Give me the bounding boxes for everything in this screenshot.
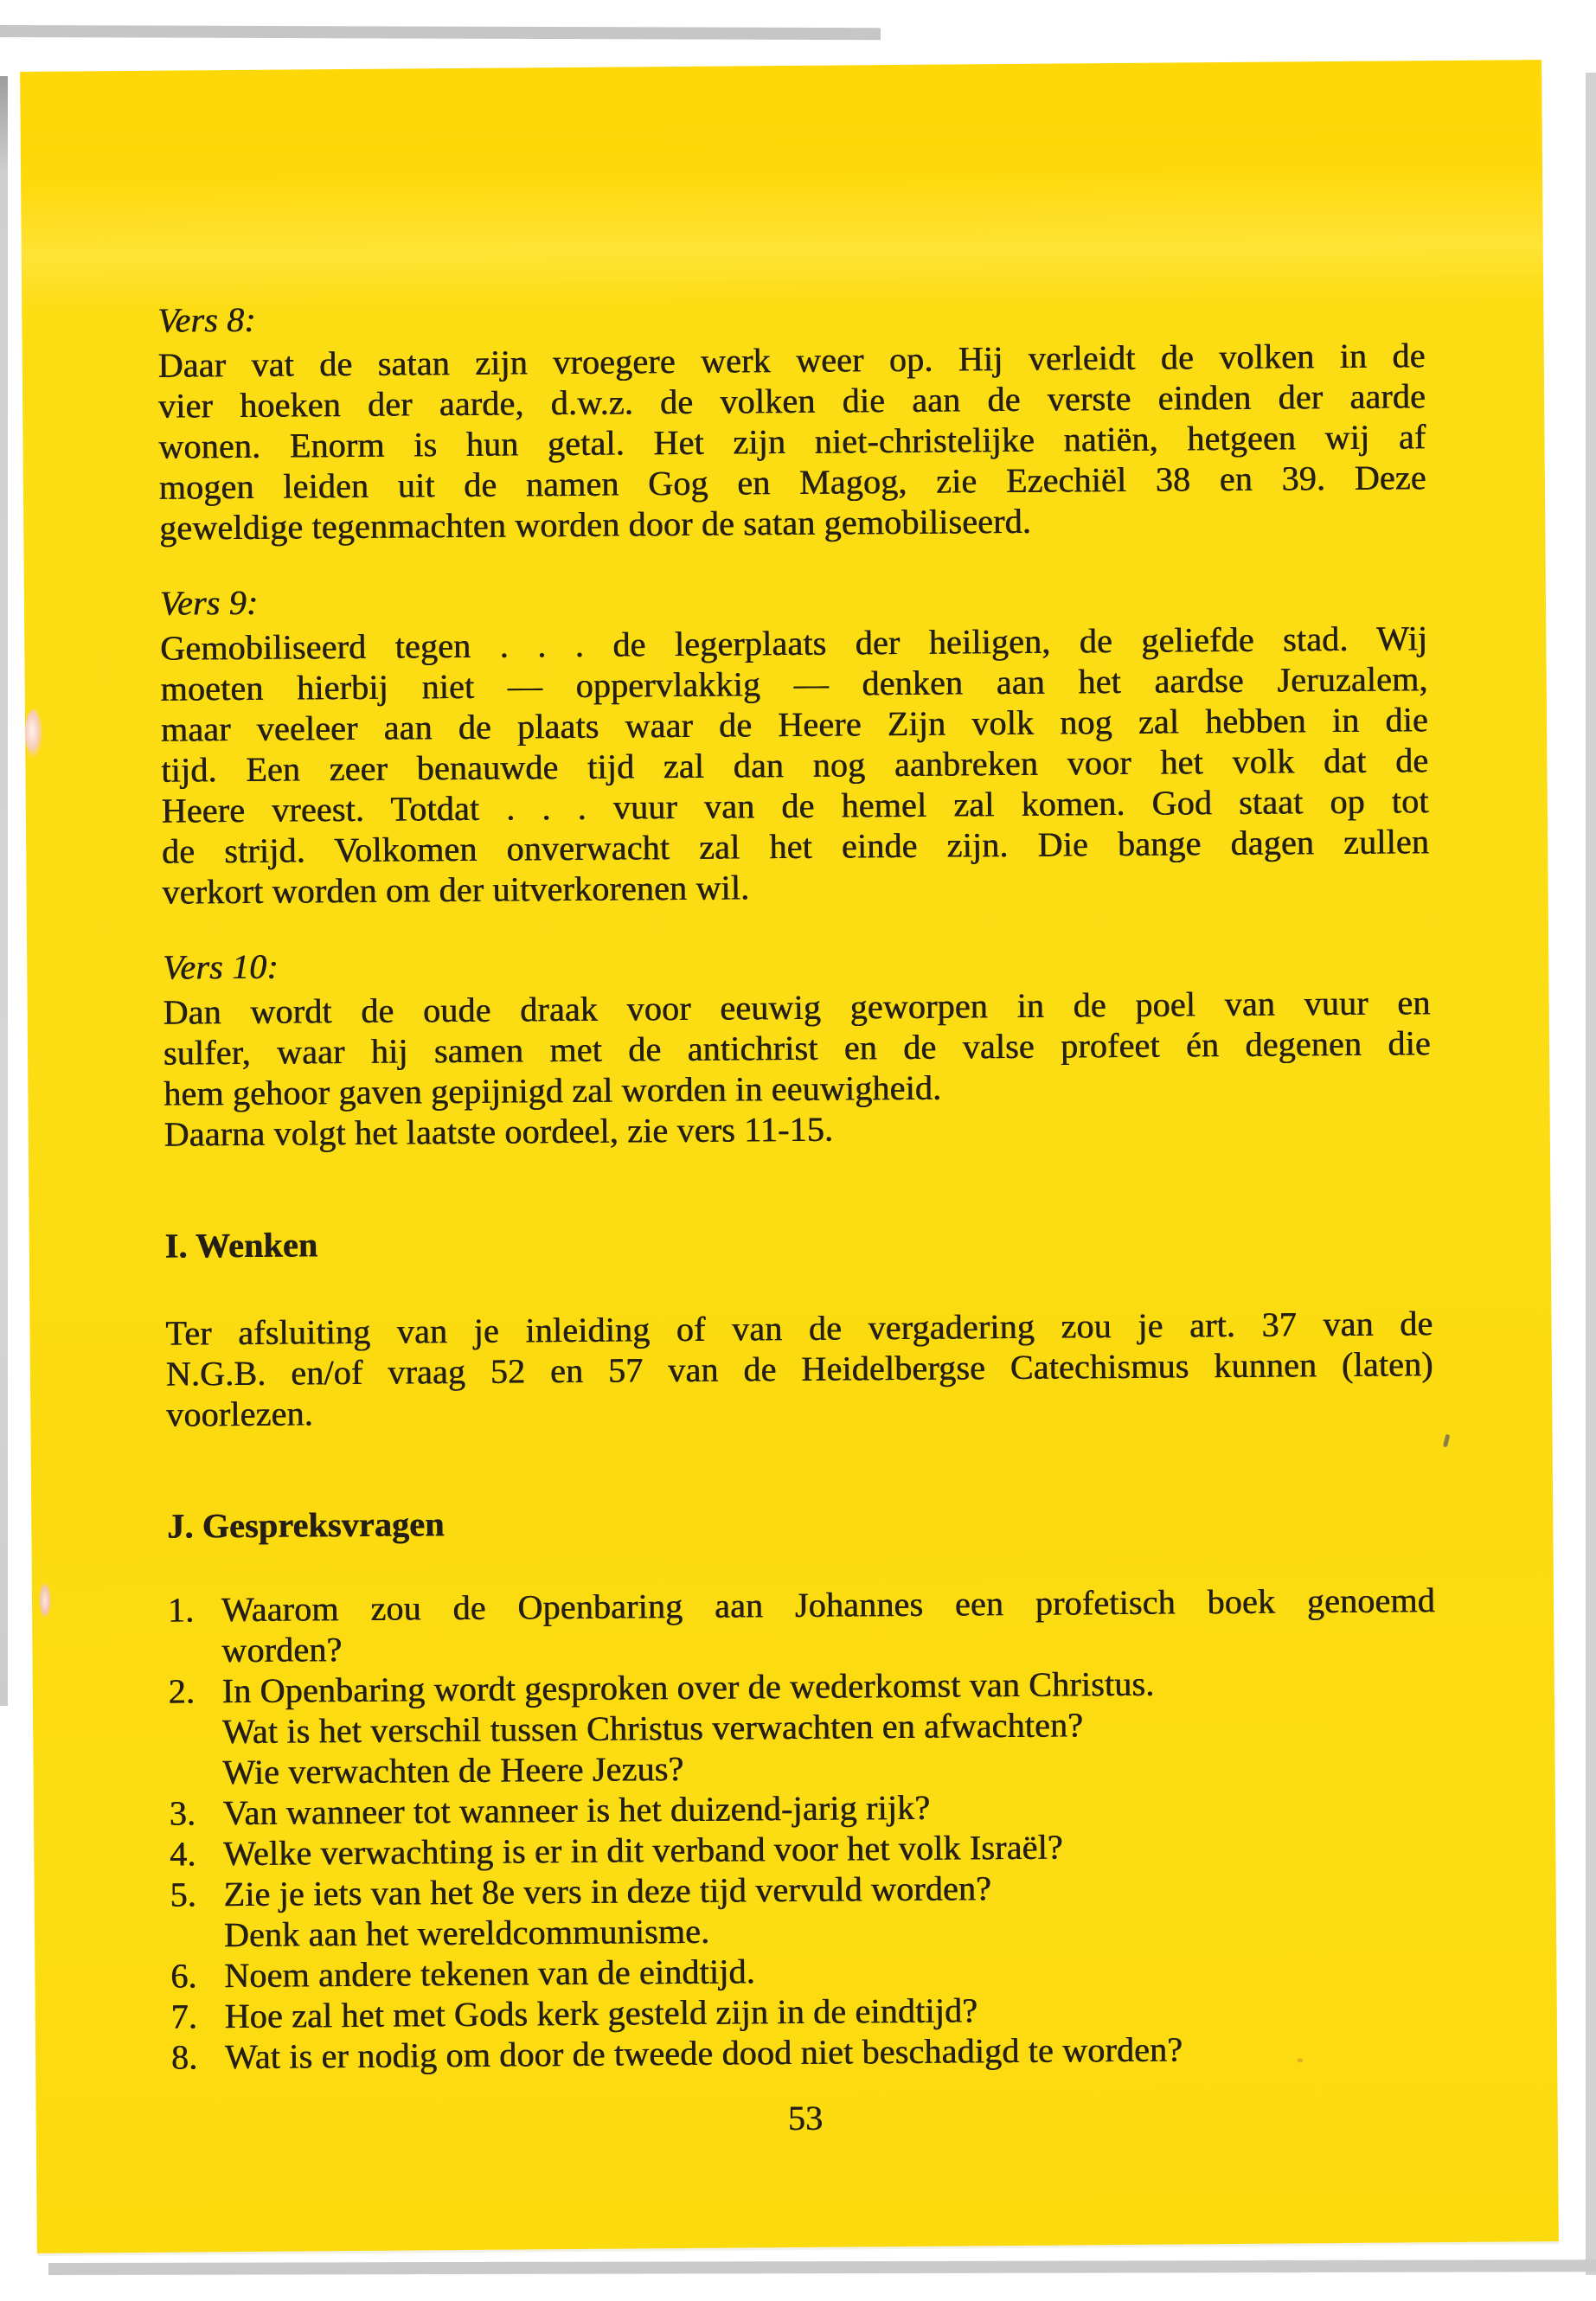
text-line: wonen. Enorm is hun getal. Het zijn niet-christelijke natiën, hetgeen wij af — [158, 417, 1426, 466]
pink-smudge — [39, 1583, 51, 1618]
text-line: sulfer, waar hij samen met de antichrist en de valse profeet én degenen die — [163, 1023, 1432, 1073]
text-line: maar veeleer aan de plaats waar de Heere Zijn volk nog zal hebben in die — [160, 700, 1429, 749]
question-text — [222, 1661, 1437, 1792]
ink-speck — [1297, 2058, 1303, 2062]
scanned-page — [20, 60, 1559, 2253]
paragraph — [158, 335, 1427, 548]
text-line: Wat is het verschil tussen Christus verwachten en afwachten? — [222, 1705, 1084, 1752]
question-number: 2. — [168, 1671, 195, 1711]
text-line: Daar vat de satan zijn vroegere werk weer op. Hij verleidt de volken in de — [157, 336, 1426, 385]
page-text-block — [157, 290, 1439, 2143]
text-line: Van wanneer tot wanneer is het duizend-jarig rijk? — [222, 1787, 931, 1833]
text-line: In Openbaring wordt gesproken over de wederkomst van Christus. — [221, 1663, 1155, 1711]
paragraph — [160, 618, 1430, 912]
pink-smudge — [25, 709, 42, 758]
question-item — [170, 1864, 1438, 1956]
paragraph — [165, 1303, 1433, 1435]
text-line: N.G.B. en/of vraag 52 en 57 van de Heidelbergse Catechismus kunnen (laten) — [165, 1344, 1434, 1394]
scanner-strip-top — [0, 25, 881, 40]
text-line: Wie verwachten de Heere Jezus? — [222, 1748, 684, 1792]
text-line: hem gehoor gaven gepijnigd zal worden in eeuwigheid. — [163, 1067, 942, 1113]
text-line: Welke verwachting is er in dit verband voor het volk Israël? — [223, 1827, 1064, 1874]
text-line: Daarna volgt het laatste oordeel, zie vers 11-15. — [163, 1109, 834, 1154]
verse-heading: Vers 9: — [159, 582, 259, 623]
question-item — [169, 1661, 1437, 1793]
question-number: 8. — [170, 2037, 198, 2077]
paragraph — [163, 982, 1431, 1155]
question-text — [223, 1864, 1438, 1955]
page-number: 53 — [787, 2098, 824, 2138]
text-line: Waarom zou de Openbaring aan Johannes een profetisch boek genoemd — [221, 1580, 1436, 1630]
text-line: de strijd. Volkomen onverwacht zal het einde zijn. Die bange dagen zullen — [162, 822, 1430, 871]
section-heading: I. Wenken — [164, 1225, 318, 1266]
text-line: mogen leiden uit de namen Gog en Magog, zie Ezechiël 38 en 39. Deze — [158, 458, 1427, 507]
verse-heading: Vers 8: — [157, 299, 257, 340]
text-line: geweldige tegenmachten worden door de satan gemobiliseerd. — [159, 501, 1032, 548]
question-text — [221, 1580, 1436, 1670]
section-heading: J. Gespreksvragen — [167, 1504, 445, 1546]
text-line: vier hoeken der aarde, d.w.z. de volken die aan de verste einden der aarde — [157, 376, 1426, 426]
text-line: Gemobiliseerd tegen . . . de legerplaats der heiligen, de geliefde stad. Wij — [160, 619, 1428, 668]
text-line: Wat is er nodig om door de tweede dood niet beschadigd te worden? — [224, 2029, 1183, 2077]
text-line: tijd. Een zeer benauwde tijd zal dan nog aanbreken voor het volk dat de — [161, 740, 1429, 790]
text-line: Hoe zal het met Gods kerk gesteld zijn in de eindtijd? — [224, 1990, 978, 2036]
text-line: voorlezen. — [166, 1394, 314, 1434]
question-number: 3. — [169, 1793, 196, 1833]
question-number: 7. — [170, 1997, 198, 2036]
text-line: Dan wordt de oude draak voor eeuwig geworpen in de poel van vuur en — [163, 983, 1431, 1032]
question-list — [168, 1580, 1439, 2077]
question-number: 1. — [167, 1590, 195, 1630]
text-line: Noem andere tekenen van de eindtijd. — [224, 1952, 756, 1996]
question-text — [225, 2027, 1439, 2077]
scanner-strip-left — [0, 76, 8, 1706]
text-line: Zie je iets van het 8e vers in deze tijd vervuld worden? — [223, 1868, 992, 1914]
question-item — [168, 1580, 1436, 1671]
question-number: 6. — [170, 1956, 197, 1996]
ink-speck — [1443, 1434, 1450, 1448]
text-line: Denk aan het wereldcommunisme. — [223, 1911, 710, 1955]
text-line: worden? — [221, 1630, 343, 1670]
text-line: moeten hierbij niet — oppervlakkig — denken aan het aardse Jeruzalem, — [160, 659, 1428, 708]
verse-heading: Vers 10: — [163, 946, 279, 987]
question-number: 4. — [170, 1834, 196, 1874]
scanner-strip-bottom — [48, 2259, 1596, 2275]
text-line: verkort worden om der uitverkorenen wil. — [162, 868, 750, 912]
question-number: 5. — [170, 1875, 197, 1914]
text-line: Ter afsluiting van je inleiding of van de vergadering zou je art. 37 van de — [165, 1304, 1433, 1353]
text-line: Heere vreest. Totdat . . . vuur van de hemel zal komen. God staat op tot — [161, 781, 1429, 830]
scanner-strip-right — [1586, 73, 1596, 2275]
